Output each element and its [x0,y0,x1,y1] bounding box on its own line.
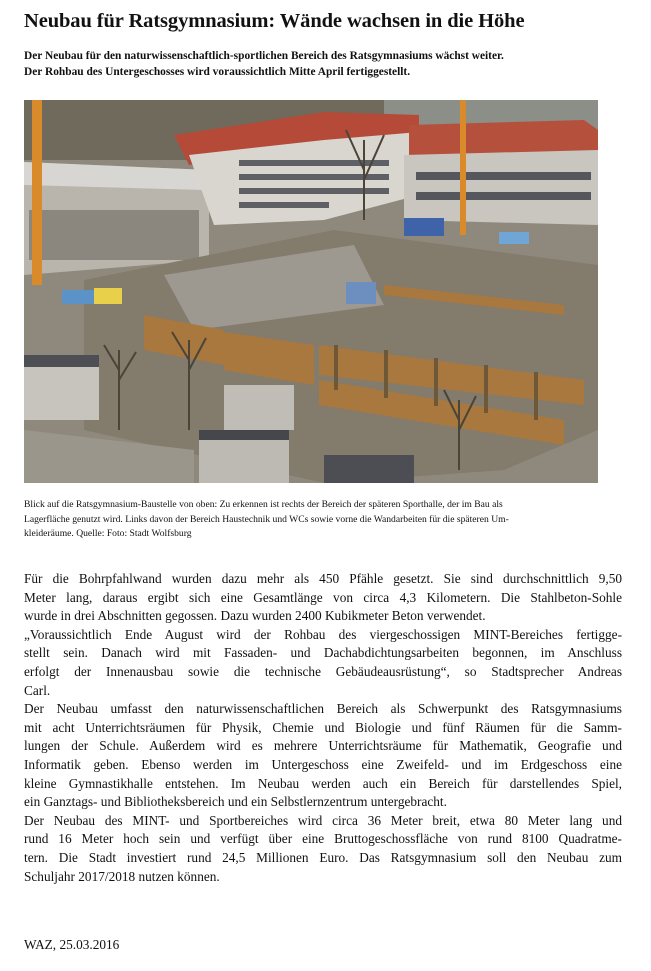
body-line: „Voraussichtlich Ende August wird der Rohbau des viergeschossigen MINT-Bereiches fertigge- [24,626,622,642]
body-line: kleine Gymnastikhalle entstehen. Im Neubau werden auch ein Bereich für darstellendes Spiel, [24,775,622,791]
body-line: mit acht Unterrichtsräumen für Physik, Chemie und Biologie und fünf Räumen für die Samm- [24,719,622,735]
caption-line: kleideräume. Quelle: Foto: Stadt Wolfsburg [24,528,192,539]
lead-line: Der Rohbau des Untergeschosses wird voraussichtlich Mitte April fertiggestellt. [24,65,411,78]
body-line: Der Neubau des MINT- und Sportbereiches wird circa 36 Meter breit, etwa 80 Meter lang und [24,812,622,828]
photo-caption [24,498,624,542]
body-line: Für die Bohrpfahlwand wurden dazu mehr als 450 Pfähle gesetzt. Sie sind durchschnittlich 9,50 [24,571,622,586]
body-line: ein Ganztags- und Bibliotheksbereich und ein Selbstlernzentrum untergebracht. [24,794,447,810]
body-line: stellt sein. Danach wird mit Fassaden- und Dachabdichtungsarbeiten begonnen, im Anschluss [24,645,622,661]
body-line: Carl. [24,682,51,698]
body-line: Der Neubau umfasst den naturwissenschaftlichen Bereich als Schwerpunkt des Ratsgymnasiums [24,701,622,717]
construction-site-photo [24,100,598,483]
article-body [24,570,622,886]
body-line: lungen der Schule. Außerdem wird es mehrere Unterrichtsräume für Mathematik, Geografie und [24,738,622,754]
body-line: tern. Die Stadt investiert rund 24,5 Millionen Euro. Das Ratsgymnasium soll den Neubau zum [24,849,622,865]
caption-line: Lagerfläche genutzt wird. Links davon der Bereich Haustechnik und WCs sowie vorne die Wandarbeiten für die späteren Um- [24,513,509,525]
article-lead [24,49,628,80]
body-line: Meter lang, daraus ergibt sich eine Gesamtlänge von circa 4,3 Kilometern. Die Stahlbeton-Sohle [24,589,622,605]
body-line: Schuljahr 2017/2018 nutzen können. [24,868,220,884]
caption-line: Blick auf die Ratsgymnasium-Baustelle von oben: Zu erkennen ist rechts der Bereich der späteren Sporthalle, der im Bau als [24,499,503,510]
body-line: rund 16 Meter hoch sein und verfügt über eine Bruttogeschossfläche von rund 8100 Quadratme- [24,831,622,847]
body-line: erfolgt der Innenausbau sowie die technische Gebäudeausrüstung“, so Stadtsprecher Andreas [24,663,622,679]
article-headline: Neubau für Ratsgymnasium: Wände wachsen in die Höhe [24,10,525,32]
body-line: Informatik geben. Ebenso werden im Untergeschoss eine Zweifeld- und im Erdgeschoss eine [24,756,622,772]
body-line: wurde in drei Abschnitten gegossen. Dazu wurden 2400 Kubikmeter Beton verwendet. [24,608,486,624]
article-source: WAZ, 25.03.2016 [24,937,120,952]
lead-line: Der Neubau für den naturwissenschaftlich-sportlichen Bereich des Ratsgymnasiums wächst weiter. [24,50,504,62]
